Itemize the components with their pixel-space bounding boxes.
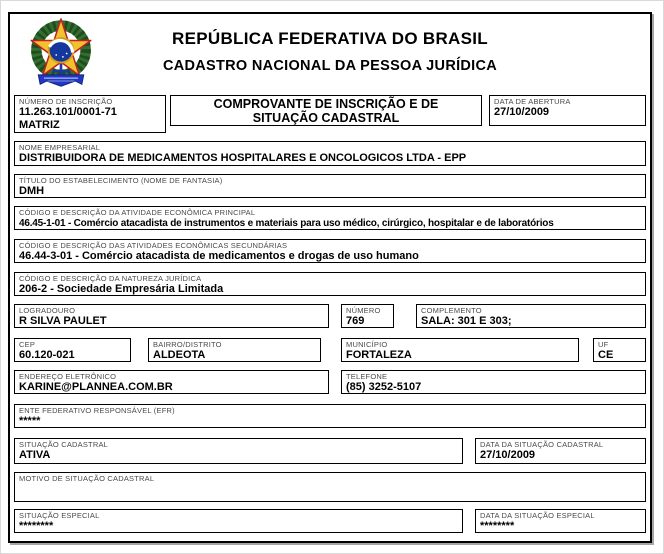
field-atividades-secundarias [14, 239, 646, 263]
field-value: DISTRIBUIDORA DE MEDICAMENTOS HOSPITALARES E ONCOLOGICOS LTDA - EPP [19, 152, 467, 164]
field-label: LOGRADOURO [19, 306, 76, 315]
field-label: DATA DE ABERTURA [494, 97, 571, 106]
field-efr [14, 404, 646, 428]
field-data-situacao-especial [475, 509, 646, 533]
field-label: NÚMERO [346, 306, 381, 315]
field-nome-fantasia [14, 174, 646, 198]
field-numero-inscricao [14, 95, 166, 133]
field-label: NÚMERO DE INSCRIÇÃO [19, 97, 113, 106]
document-heading-box [170, 95, 482, 126]
field-value: 46.44-3-01 - Comércio atacadista de medicamentos e drogas de uso humano [19, 250, 419, 262]
field-endereco-eletronico [14, 370, 329, 394]
field-value: ***** [19, 415, 41, 427]
field-value: R SILVA PAULET [19, 315, 107, 327]
field-numero [341, 304, 394, 328]
field-value: ******** [480, 520, 515, 532]
field-value: 27/10/2009 [480, 449, 536, 461]
field-value: KARINE@PLANNEA.COM.BR [19, 381, 173, 393]
field-label: TELEFONE [346, 372, 388, 381]
field-label: COMPLEMENTO [421, 306, 482, 315]
field-value: SALA: 301 E 303; [421, 315, 512, 327]
field-data-abertura [489, 95, 646, 126]
field-natureza-juridica [14, 272, 646, 296]
field-motivo-situacao-cadastral [14, 472, 646, 502]
document-heading: COMPROVANTE DE INSCRIÇÃO E DE SITUAÇÃO CADASTRAL [213, 96, 439, 125]
field-value: FORTALEZA [346, 349, 412, 361]
field-label: ENTE FEDERATIVO RESPONSÁVEL (EFR) [19, 406, 175, 415]
certificate-page [8, 12, 652, 543]
field-value: 769 [346, 315, 365, 327]
registry-title: CADASTRO NACIONAL DA PESSOA JURÍDICA [162, 58, 498, 74]
field-telefone [341, 370, 646, 394]
republic-title: REPÚBLICA FEDERATIVA DO BRASIL [172, 29, 488, 48]
field-value: DMH [19, 185, 45, 197]
field-value: CE [598, 349, 614, 361]
field-label: DATA DA SITUAÇÃO ESPECIAL [480, 511, 595, 520]
field-label: ENDEREÇO ELETRÔNICO [19, 372, 117, 381]
field-label: DATA DA SITUAÇÃO CADASTRAL [480, 440, 604, 449]
field-label: CÓDIGO E DESCRIÇÃO DAS ATIVIDADES ECONÔMICAS SECUNDÁRIAS [19, 241, 288, 250]
field-label: BAIRRO/DISTRITO [153, 340, 222, 349]
field-label: CEP [19, 340, 36, 349]
field-label: MUNICÍPIO [346, 340, 388, 349]
field-label: CÓDIGO E DESCRIÇÃO DA NATUREZA JURÍDICA [19, 274, 202, 283]
field-cep [14, 338, 131, 362]
field-label: UF [598, 340, 609, 349]
field-value: 11.263.101/0001-71 [19, 106, 117, 118]
field-municipio [341, 338, 579, 362]
field-label: MOTIVO DE SITUAÇÃO CADASTRAL [19, 474, 155, 483]
field-label: CÓDIGO E DESCRIÇÃO DA ATIVIDADE ECONÔMICA PRINCIPAL [19, 208, 256, 217]
field-nome-empresarial [14, 141, 646, 166]
field-value: ALDEOTA [153, 349, 206, 361]
field-value: ATIVA [19, 449, 51, 461]
field-value: (85) 3252-5107 [346, 381, 422, 393]
field-complemento [416, 304, 646, 328]
field-label: TÍTULO DO ESTABELECIMENTO (NOME DE FANTASIA) [19, 176, 223, 185]
field-situacao-especial [14, 509, 463, 533]
field-atividade-principal [14, 206, 646, 230]
field-value-matriz: MATRIZ [19, 119, 60, 131]
field-label: SITUAÇÃO CADASTRAL [19, 440, 109, 449]
field-label: SITUAÇÃO ESPECIAL [19, 511, 100, 520]
field-bairro-distrito [148, 338, 321, 362]
field-value: 27/10/2009 [494, 106, 550, 118]
field-label: NOME EMPRESARIAL [19, 143, 101, 152]
field-value: 46.45-1-01 - Comércio atacadista de instrumentos e materiais para uso médico, cirúrgico, hospitalar e de laboratórios [19, 218, 554, 229]
field-value: 60.120-021 [19, 349, 75, 361]
field-logradouro [14, 304, 329, 328]
field-uf [593, 338, 646, 362]
field-situacao-cadastral [14, 438, 463, 464]
brazil-coat-of-arms-icon [25, 16, 97, 92]
field-data-situacao-cadastral [475, 438, 646, 464]
field-value: ******** [19, 520, 54, 532]
field-value: 206-2 - Sociedade Empresária Limitada [19, 283, 224, 295]
